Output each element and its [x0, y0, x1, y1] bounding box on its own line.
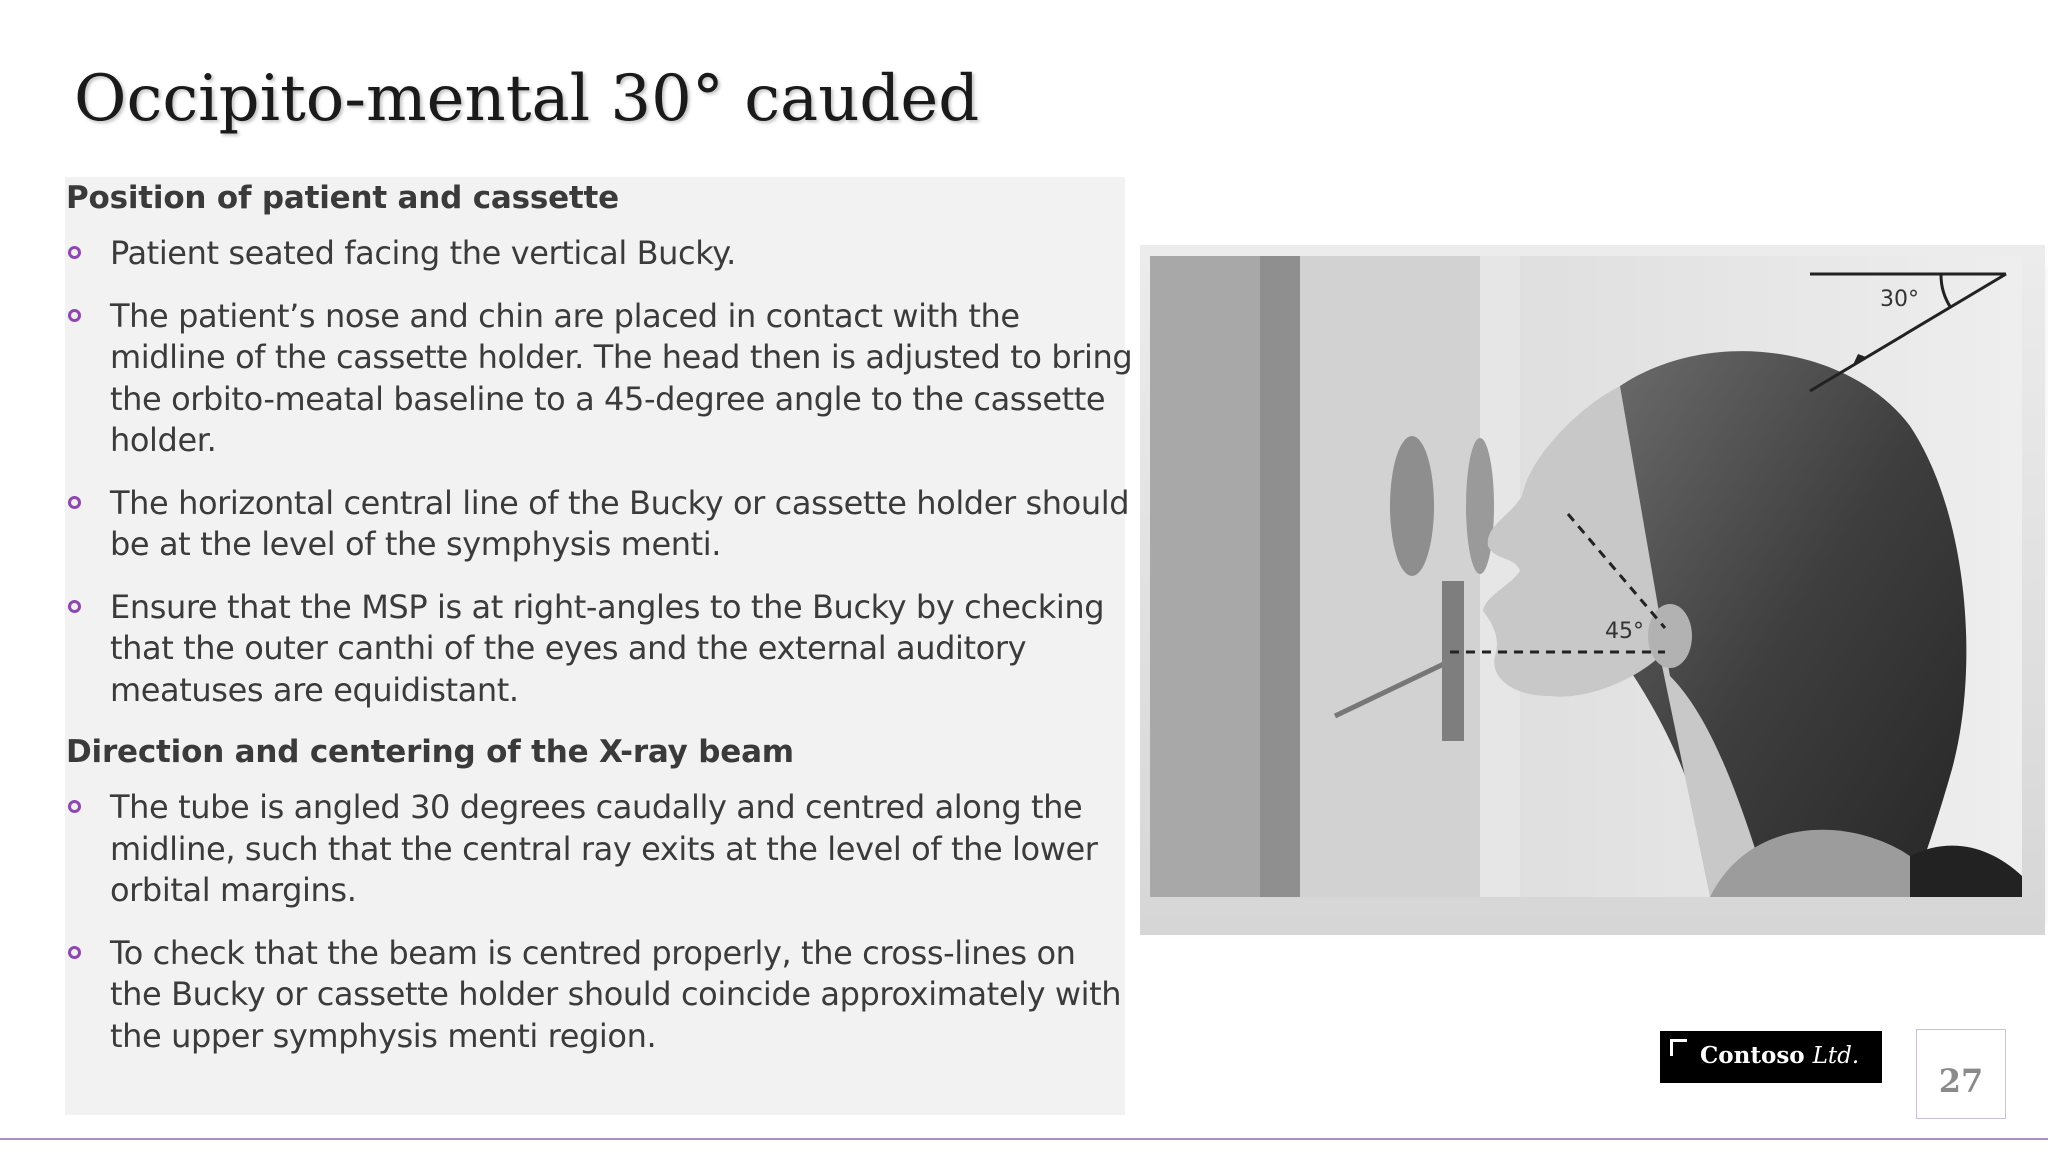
- content-area: [66, 177, 1136, 1057]
- positioning-illustration: [1150, 256, 2022, 897]
- bullet-text: Ensure that the MSP is at right-angles to the Bucky by checking that the outer canthi of the eyes and the external auditory meatuses are equidistant.: [110, 587, 1105, 709]
- bullet-text: Patient seated facing the vertical Bucky.: [110, 234, 736, 272]
- corner-bracket-icon: [1670, 1039, 1687, 1056]
- circle-bullet-icon: [68, 246, 81, 259]
- logo-text: [1700, 1042, 1859, 1069]
- circle-bullet-icon: [68, 800, 81, 813]
- section-heading-position: Position of patient and cassette: [66, 180, 619, 216]
- list-item: [66, 233, 1136, 275]
- bullet-text: The tube is angled 30 degrees caudally and centred along the midline, such that the central ray exits at the level of the lower orbital margins.: [110, 788, 1098, 909]
- footer-rule: [0, 1138, 2048, 1140]
- list-item: [66, 587, 1136, 712]
- circle-bullet-icon: [68, 309, 81, 322]
- chin-rest: [1442, 581, 1464, 741]
- bullet-text: The patient’s nose and chin are placed in contact with the midline of the cassette holder. The head then is adjusted to bring the orbito-meatal baseline to a 45-degree angle to the cassette holder.: [110, 296, 1133, 459]
- bullet-text: To check that the beam is centred properly, the cross-lines on the Bucky or cassette holder should coincide approximately with the upper symphysis menti region.: [110, 933, 1122, 1055]
- circle-bullet-icon: [68, 496, 81, 509]
- cassette-holder: [1300, 256, 1500, 897]
- section-heading-beam: Direction and centering of the X-ray beam: [66, 734, 794, 770]
- circle-bullet-icon: [68, 946, 81, 959]
- list-item: [66, 483, 1136, 566]
- position-bullet-list: [66, 233, 1136, 711]
- bucky-side: [1260, 256, 1300, 897]
- holder-marking-right: [1466, 438, 1494, 574]
- holder-marking-left: [1390, 436, 1434, 576]
- list-item: [66, 933, 1136, 1058]
- list-item: [66, 296, 1136, 462]
- company-logo: [1660, 1031, 1882, 1083]
- head-angle-label: 45°: [1605, 619, 1644, 644]
- logo-suffix: Ltd.: [1812, 1043, 1860, 1069]
- logo-name: Contoso: [1700, 1042, 1805, 1069]
- bucky-edge: [1150, 256, 1260, 897]
- list-item: [66, 787, 1136, 912]
- patient-positioning-photo: [1150, 256, 2022, 897]
- bullet-text: The horizontal central line of the Bucky or cassette holder should be at the level of the symphysis menti.: [110, 483, 1130, 563]
- beam-angle-label: 30°: [1880, 287, 1919, 312]
- page-number: 27: [1916, 1029, 2006, 1119]
- slide-title: Occipito-mental 30° cauded: [74, 62, 980, 136]
- beam-bullet-list: [66, 787, 1136, 1057]
- circle-bullet-icon: [68, 600, 81, 613]
